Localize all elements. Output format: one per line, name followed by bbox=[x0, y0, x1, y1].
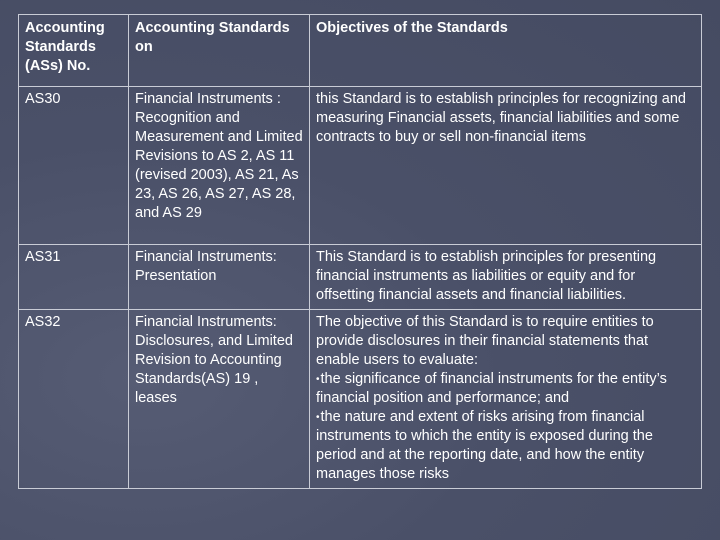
standard-no-cell: AS32 bbox=[19, 310, 129, 489]
standard-title-cell: Financial Instruments: Presentation bbox=[129, 245, 310, 310]
table-row bbox=[19, 310, 702, 489]
table-header-row bbox=[19, 15, 702, 87]
bullet-icon: • bbox=[316, 412, 320, 423]
objective-bullet-item bbox=[316, 370, 695, 408]
objective-cell: this Standard is to establish principles for recognizing and measuring Financial assets, financial liabilities and some contracts to buy or sell non-financial items bbox=[310, 87, 702, 245]
standards-table bbox=[18, 14, 702, 489]
standard-title-cell: Financial Instruments : Recognition and Measurement and Limited Revisions to AS 2, AS 11 (revised 2003), AS 21, As 23, AS 26, AS 27, AS 28, and AS 29 bbox=[129, 87, 310, 245]
table-row bbox=[19, 245, 702, 310]
objective-intro: The objective of this Standard is to require entities to provide disclosures in their financial statements that enable users to evaluate: bbox=[316, 314, 654, 368]
objective-bullet-text: the nature and extent of risks arising from financial instruments to which the entity is exposed during the period and at the reporting date, and how the entity manages those risks bbox=[316, 409, 653, 482]
standard-no-cell: AS31 bbox=[19, 245, 129, 310]
header-standard-no: Accounting Standards (ASs) No. bbox=[19, 15, 129, 87]
bullet-icon: • bbox=[316, 374, 320, 385]
objective-cell: This Standard is to establish principles for presenting financial instruments as liabilities or equity and for offsetting financial assets and financial liabilities. bbox=[310, 245, 702, 310]
header-standard-on: Accounting Standards on bbox=[129, 15, 310, 87]
header-objectives: Objectives of the Standards bbox=[310, 15, 702, 87]
objective-bullet-item bbox=[316, 408, 695, 484]
objective-bullet-text: the significance of financial instruments for the entity’s financial position and performance; and bbox=[316, 371, 667, 406]
table-row bbox=[19, 87, 702, 245]
standard-no-cell: AS30 bbox=[19, 87, 129, 245]
objective-cell bbox=[310, 310, 702, 489]
standard-title-cell: Financial Instruments: Disclosures, and Limited Revision to Accounting Standards(AS) 19 , leases bbox=[129, 310, 310, 489]
